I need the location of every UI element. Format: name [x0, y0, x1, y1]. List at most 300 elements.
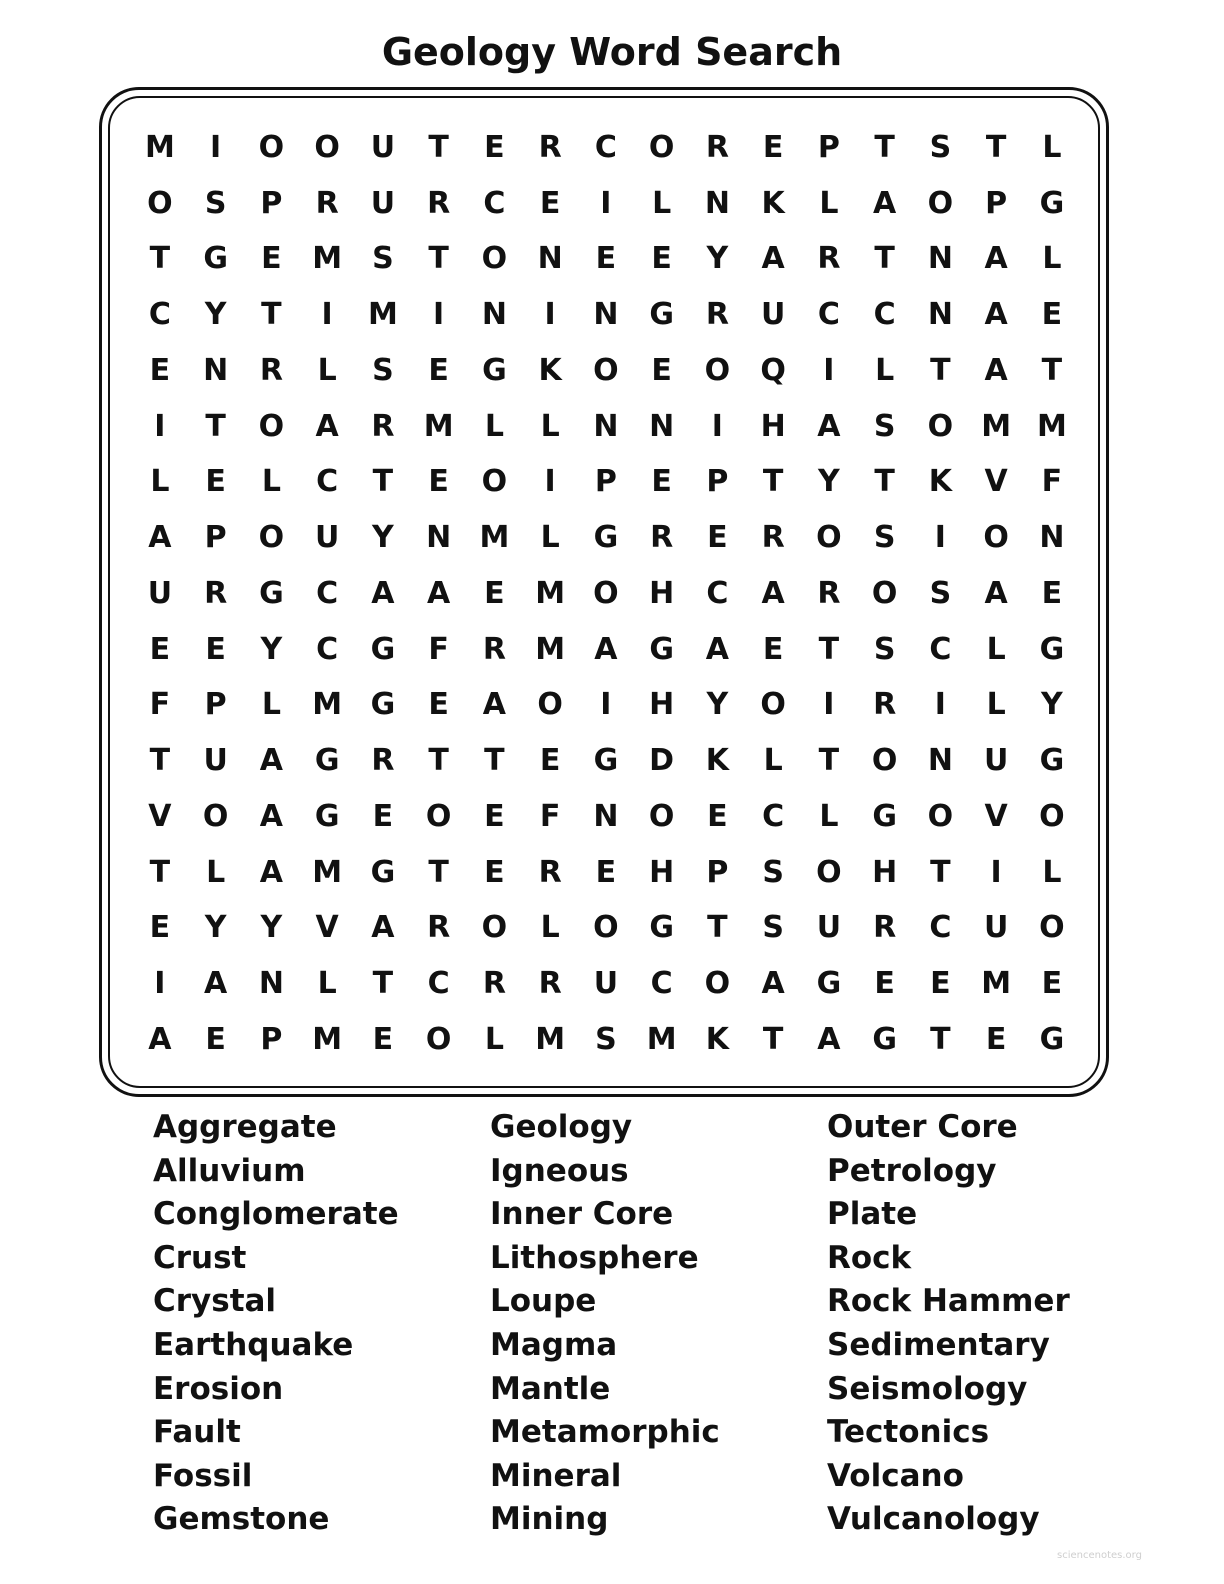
- grid-letter: A: [761, 966, 785, 1002]
- grid-letter: O: [871, 575, 898, 611]
- grid-letter: A: [148, 1021, 172, 1057]
- grid-letter: R: [371, 743, 395, 779]
- word-list-item: Mantle: [490, 1370, 611, 1407]
- grid-letter: G: [259, 575, 284, 611]
- grid-letter: U: [370, 129, 396, 165]
- grid-letter: C: [706, 575, 729, 611]
- grid-letter: L: [261, 464, 281, 500]
- grid-letter: S: [762, 854, 784, 890]
- word-list-item: Gemstone: [153, 1501, 330, 1538]
- grid-letter: A: [482, 687, 506, 723]
- grid-letter: A: [259, 743, 283, 779]
- grid-letter: P: [260, 1021, 283, 1057]
- grid-letter: T: [874, 464, 895, 500]
- grid-letter: N: [927, 241, 953, 277]
- grid-letter: N: [426, 520, 452, 556]
- grid-letter: O: [648, 798, 675, 834]
- grid-letter: Y: [204, 297, 227, 333]
- grid-letter: O: [816, 520, 842, 556]
- grid-letter: F: [149, 687, 171, 723]
- grid-letter: E: [707, 520, 728, 556]
- grid-letter: L: [763, 743, 783, 779]
- word-list-item: Igneous: [490, 1152, 629, 1189]
- grid-letter: I: [154, 408, 166, 444]
- grid-letter: C: [929, 910, 952, 946]
- grid-letter: C: [762, 798, 785, 834]
- word-list-item: Petrology: [827, 1152, 997, 1189]
- grid-letter: K: [705, 1021, 729, 1057]
- grid-letter: S: [873, 408, 896, 444]
- word-list-item: Sedimentary: [827, 1326, 1050, 1363]
- grid-letter: E: [874, 966, 895, 1002]
- word-list-item: Crust: [153, 1239, 247, 1276]
- grid-letter: M: [367, 297, 398, 333]
- grid-letter: R: [482, 966, 506, 1002]
- word-list-item: Earthquake: [153, 1326, 354, 1363]
- grid-letter: O: [537, 687, 563, 723]
- grid-letter: P: [706, 464, 729, 500]
- grid-letter: E: [149, 910, 171, 946]
- grid-letter: A: [984, 352, 1008, 388]
- grid-letter: G: [649, 297, 674, 333]
- grid-letter: T: [985, 129, 1007, 165]
- grid-letter: S: [372, 352, 394, 388]
- grid-letter: E: [205, 631, 226, 667]
- grid-letter: T: [762, 464, 784, 500]
- grid-letter: M: [535, 1021, 566, 1057]
- grid-letter: R: [371, 408, 395, 444]
- grid-letter: R: [817, 241, 841, 277]
- grid-letter: I: [210, 129, 222, 165]
- grid-letter: G: [872, 798, 897, 834]
- grid-letter: A: [705, 631, 729, 667]
- grid-letter: R: [315, 185, 339, 221]
- word-list-item: Rock: [827, 1239, 912, 1276]
- grid-letter: E: [205, 1021, 226, 1057]
- grid-letter: A: [817, 408, 841, 444]
- grid-letter: E: [1041, 297, 1063, 333]
- grid-letter: N: [649, 408, 675, 444]
- grid-letter: T: [874, 129, 895, 165]
- grid-letter: O: [593, 352, 619, 388]
- grid-letter: M: [646, 1021, 677, 1057]
- grid-letter: O: [648, 129, 675, 165]
- grid-letter: T: [149, 241, 171, 277]
- grid-letter: R: [761, 520, 785, 556]
- grid-letter: T: [428, 743, 449, 779]
- grid-letter: A: [315, 408, 339, 444]
- grid-letter: T: [818, 631, 840, 667]
- grid-letter: A: [259, 798, 283, 834]
- grid-letter: G: [816, 966, 842, 1002]
- grid-letter: O: [871, 743, 898, 779]
- grid-letter: U: [203, 743, 228, 779]
- grid-letter: S: [873, 520, 896, 556]
- grid-letter: O: [481, 241, 508, 277]
- grid-letter: E: [428, 464, 449, 500]
- grid-letter: E: [539, 743, 561, 779]
- grid-letter: O: [258, 520, 285, 556]
- word-list-item: Rock Hammer: [827, 1283, 1070, 1320]
- grid-letter: O: [202, 798, 229, 834]
- grid-letter: H: [649, 854, 675, 890]
- grid-letter: L: [206, 854, 226, 890]
- grid-letter: G: [370, 631, 396, 667]
- grid-letter: G: [370, 687, 396, 723]
- grid-letter: A: [984, 575, 1008, 611]
- grid-letter: E: [484, 575, 505, 611]
- grid-letter: C: [316, 464, 339, 500]
- grid-letter: I: [823, 352, 835, 388]
- grid-letter: E: [1041, 575, 1063, 611]
- grid-letter: L: [875, 352, 895, 388]
- grid-letter: L: [1042, 854, 1062, 890]
- grid-letter: L: [484, 408, 504, 444]
- grid-letter: O: [927, 798, 954, 834]
- grid-letter: R: [650, 520, 674, 556]
- grid-letter: I: [711, 408, 723, 444]
- grid-letter: S: [873, 631, 896, 667]
- word-list-item: Geology: [490, 1109, 633, 1145]
- word-list-item: Erosion: [153, 1370, 284, 1407]
- grid-letter: I: [600, 185, 612, 221]
- grid-letter: R: [204, 575, 228, 611]
- grid-letter: G: [482, 352, 507, 388]
- grid-letter: O: [593, 575, 619, 611]
- grid-letter: P: [204, 520, 227, 556]
- grid-letter: V: [984, 798, 1008, 834]
- grid-letter: R: [705, 297, 729, 333]
- grid-letter: U: [370, 185, 396, 221]
- grid-letter: H: [872, 854, 898, 890]
- grid-letter: F: [428, 631, 449, 667]
- grid-letter: A: [427, 575, 451, 611]
- grid-letter: E: [372, 798, 394, 834]
- grid-letter: Q: [760, 352, 786, 388]
- grid-letter: C: [427, 966, 450, 1002]
- grid-letter: E: [484, 854, 505, 890]
- grid-letter: A: [761, 241, 785, 277]
- word-list-item: Metamorphic: [490, 1414, 720, 1451]
- grid-letter: L: [317, 966, 337, 1002]
- grid-letter: U: [983, 910, 1009, 946]
- grid-letter: M: [312, 854, 343, 890]
- grid-letter: R: [538, 854, 562, 890]
- grid-letter: Y: [1041, 687, 1063, 723]
- grid-letter: R: [427, 910, 451, 946]
- grid-letter: R: [538, 129, 562, 165]
- grid-letter: T: [261, 297, 282, 333]
- grid-letter: M: [423, 408, 454, 444]
- grid-letter: O: [1039, 910, 1065, 946]
- grid-letter: T: [428, 854, 449, 890]
- grid-letter: E: [762, 129, 784, 165]
- grid-letter: L: [652, 185, 672, 221]
- grid-letter: N: [593, 297, 619, 333]
- grid-letter: G: [203, 241, 228, 277]
- grid-letter: E: [762, 631, 784, 667]
- grid-letter: M: [535, 631, 566, 667]
- grid-letter: S: [372, 241, 394, 277]
- grid-letter: O: [314, 129, 340, 165]
- grid-letter: L: [986, 687, 1006, 723]
- grid-letter: A: [204, 966, 228, 1002]
- grid-letter: M: [144, 129, 175, 165]
- grid-letter: L: [484, 1021, 504, 1057]
- grid-letter: E: [428, 352, 449, 388]
- grid-letter: S: [595, 1021, 617, 1057]
- grid-letter: G: [370, 854, 396, 890]
- grid-letter: E: [651, 464, 672, 500]
- word-list-item: Alluvium: [153, 1152, 306, 1189]
- grid-letter: C: [483, 185, 506, 221]
- grid-letter: R: [873, 910, 897, 946]
- grid-letter: I: [544, 297, 556, 333]
- grid-letter: C: [817, 297, 840, 333]
- grid-letter: F: [1041, 464, 1063, 500]
- grid-letter: T: [149, 854, 171, 890]
- word-list: [153, 1106, 1153, 1542]
- grid-letter: M: [312, 241, 343, 277]
- grid-letter: T: [930, 1021, 951, 1057]
- grid-letter: G: [649, 631, 674, 667]
- grid-letter: R: [259, 352, 283, 388]
- grid-letter: O: [258, 129, 285, 165]
- grid-letter: T: [149, 743, 171, 779]
- grid-letter: Y: [260, 910, 283, 946]
- grid-letter: N: [593, 798, 619, 834]
- grid-letter: G: [1039, 1021, 1065, 1057]
- word-list-item: Outer Core: [827, 1109, 1018, 1145]
- grid-letter: E: [595, 241, 617, 277]
- grid-letter: H: [760, 408, 786, 444]
- grid-letter: T: [428, 129, 449, 165]
- grid-letter: K: [928, 464, 952, 500]
- grid-letter: I: [321, 297, 333, 333]
- grid-letter: S: [204, 185, 227, 221]
- grid-letter: O: [147, 185, 173, 221]
- grid-letter: T: [372, 966, 394, 1002]
- grid-letter: R: [873, 687, 897, 723]
- grid-letter: L: [540, 910, 560, 946]
- grid-letter: I: [154, 966, 166, 1002]
- grid-letter: G: [593, 743, 619, 779]
- letter-grid: [132, 120, 1080, 1068]
- word-list-item: Magma: [490, 1326, 618, 1363]
- word-list-item: Fault: [153, 1414, 241, 1451]
- grid-letter: N: [927, 297, 953, 333]
- grid-letter: O: [593, 910, 619, 946]
- grid-letter: M: [479, 520, 510, 556]
- grid-letter: M: [981, 408, 1012, 444]
- word-list-item: Loupe: [490, 1283, 597, 1320]
- watermark: sciencenotes.org: [1057, 1550, 1142, 1561]
- grid-letter: O: [704, 352, 731, 388]
- grid-letter: N: [537, 241, 563, 277]
- grid-letter: E: [651, 241, 672, 277]
- word-list-item: Aggregate: [153, 1109, 337, 1145]
- grid-letter: G: [1039, 743, 1065, 779]
- grid-letter: T: [1041, 352, 1063, 388]
- grid-letter: N: [258, 966, 284, 1002]
- grid-letter: Y: [204, 910, 227, 946]
- grid-letter: T: [428, 241, 449, 277]
- grid-letter: Y: [818, 464, 840, 500]
- grid-letter: C: [316, 575, 339, 611]
- grid-letter: T: [205, 408, 226, 444]
- grid-letter: T: [930, 352, 951, 388]
- grid-letter: L: [819, 798, 839, 834]
- grid-letter: E: [1041, 966, 1063, 1002]
- grid-letter: V: [984, 464, 1008, 500]
- grid-letter: E: [484, 129, 505, 165]
- grid-letter: G: [593, 520, 619, 556]
- word-list-item: Crystal: [153, 1283, 277, 1320]
- word-list-item: Plate: [827, 1196, 918, 1233]
- grid-letter: A: [148, 520, 172, 556]
- grid-letter: G: [649, 910, 674, 946]
- grid-letter: E: [484, 798, 505, 834]
- grid-letter: E: [707, 798, 728, 834]
- grid-letter: C: [873, 297, 896, 333]
- grid-letter: L: [1042, 241, 1062, 277]
- grid-letter: I: [823, 687, 835, 723]
- grid-letter: Y: [706, 687, 729, 723]
- grid-letter: T: [930, 854, 951, 890]
- grid-letter: K: [761, 185, 785, 221]
- grid-letter: L: [1042, 129, 1062, 165]
- grid-letter: Y: [372, 520, 394, 556]
- grid-letter: S: [929, 575, 952, 611]
- grid-letter: O: [983, 520, 1009, 556]
- grid-letter: O: [816, 854, 842, 890]
- word-list-item: Volcano: [827, 1457, 964, 1494]
- grid-letter: E: [539, 185, 561, 221]
- grid-letter: T: [874, 241, 895, 277]
- grid-letter: A: [371, 910, 395, 946]
- grid-letter: O: [481, 910, 508, 946]
- grid-letter: C: [594, 129, 617, 165]
- grid-letter: O: [704, 966, 731, 1002]
- grid-letter: C: [929, 631, 952, 667]
- grid-letter: T: [372, 464, 394, 500]
- grid-letter: T: [818, 743, 840, 779]
- word-list-item: Tectonics: [827, 1414, 990, 1451]
- grid-letter: M: [535, 575, 566, 611]
- grid-letter: G: [872, 1021, 897, 1057]
- grid-letter: M: [312, 1021, 343, 1057]
- grid-letter: L: [150, 464, 170, 500]
- grid-letter: L: [986, 631, 1006, 667]
- word-list-item: Conglomerate: [153, 1196, 399, 1233]
- grid-letter: A: [873, 185, 897, 221]
- grid-letter: O: [258, 408, 285, 444]
- grid-letter: A: [259, 854, 283, 890]
- grid-letter: U: [147, 575, 173, 611]
- word-list-item: Mineral: [490, 1457, 622, 1494]
- grid-letter: M: [312, 687, 343, 723]
- grid-letter: R: [705, 129, 729, 165]
- grid-letter: S: [762, 910, 784, 946]
- grid-letter: T: [762, 1021, 784, 1057]
- grid-letter: I: [433, 297, 445, 333]
- grid-letter: A: [984, 297, 1008, 333]
- grid-letter: E: [428, 687, 449, 723]
- grid-letter: D: [649, 743, 675, 779]
- grid-letter: U: [983, 743, 1009, 779]
- page-title: Geology Word Search: [381, 30, 843, 74]
- grid-letter: T: [484, 743, 505, 779]
- grid-letter: C: [316, 631, 339, 667]
- grid-letter: G: [314, 798, 340, 834]
- grid-letter: O: [760, 687, 786, 723]
- grid-letter: U: [314, 520, 340, 556]
- grid-letter: H: [649, 575, 675, 611]
- grid-letter: A: [594, 631, 618, 667]
- grid-letter: P: [594, 464, 617, 500]
- grid-letter: P: [985, 185, 1008, 221]
- grid-letter: E: [930, 966, 951, 1002]
- grid-letter: O: [425, 798, 452, 834]
- grid-letter: N: [481, 297, 507, 333]
- grid-letter: O: [927, 185, 954, 221]
- grid-letter: G: [1039, 185, 1065, 221]
- word-list-item: Mining: [490, 1501, 609, 1538]
- grid-letter: E: [149, 631, 171, 667]
- grid-letter: Y: [260, 631, 283, 667]
- grid-letter: Y: [706, 241, 729, 277]
- grid-letter: N: [927, 743, 953, 779]
- grid-letter: P: [706, 854, 729, 890]
- grid-letter: U: [593, 966, 619, 1002]
- word-list-item: Seismology: [827, 1370, 1028, 1407]
- grid-letter: N: [203, 352, 229, 388]
- grid-letter: U: [760, 297, 786, 333]
- grid-letter: L: [540, 520, 560, 556]
- grid-letter: M: [981, 966, 1012, 1002]
- grid-letter: C: [650, 966, 673, 1002]
- word-list-item: Vulcanology: [827, 1501, 1040, 1538]
- grid-letter: L: [819, 185, 839, 221]
- grid-letter: R: [817, 575, 841, 611]
- grid-letter: E: [261, 241, 282, 277]
- grid-letter: I: [934, 520, 946, 556]
- grid-letter: N: [704, 185, 730, 221]
- grid-letter: E: [149, 352, 171, 388]
- grid-letter: P: [260, 185, 283, 221]
- grid-letter: E: [595, 854, 617, 890]
- grid-letter: C: [148, 297, 171, 333]
- grid-letter: A: [984, 241, 1008, 277]
- grid-letter: V: [315, 910, 339, 946]
- grid-letter: A: [761, 575, 785, 611]
- grid-letter: I: [544, 464, 556, 500]
- grid-letter: I: [990, 854, 1002, 890]
- grid-letter: P: [817, 129, 840, 165]
- grid-letter: R: [482, 631, 506, 667]
- grid-letter: N: [1039, 520, 1065, 556]
- grid-letter: S: [929, 129, 952, 165]
- grid-letter: I: [600, 687, 612, 723]
- word-list-item: Inner Core: [490, 1196, 674, 1233]
- grid-letter: A: [817, 1021, 841, 1057]
- grid-letter: E: [651, 352, 672, 388]
- grid-letter: H: [649, 687, 675, 723]
- grid-letter: L: [317, 352, 337, 388]
- grid-letter: V: [148, 798, 172, 834]
- grid-letter: E: [372, 1021, 394, 1057]
- grid-letter: O: [481, 464, 508, 500]
